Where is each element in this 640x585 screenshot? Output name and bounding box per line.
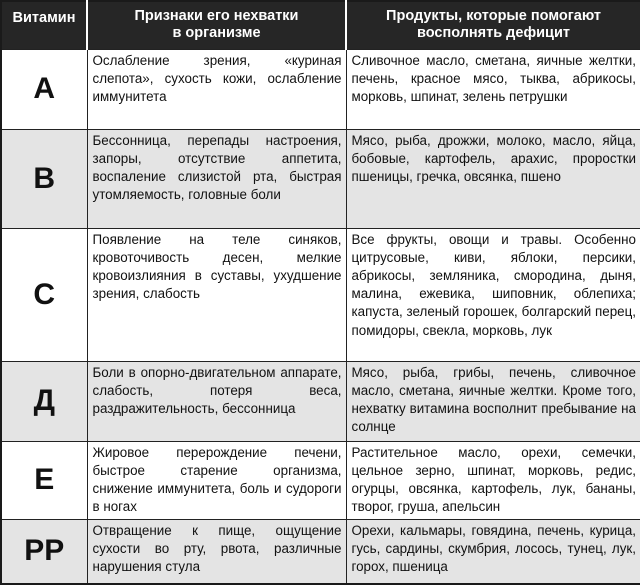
header-foods-line1: Продукты, которые помогают bbox=[386, 8, 601, 25]
deficiency-cell: Ослабление зрения, «куриная слепота», сухость кожи, ослабление иммунитета bbox=[87, 49, 346, 129]
header-foods bbox=[346, 1, 640, 49]
table-row-vitamin-a bbox=[1, 49, 640, 129]
deficiency-cell: Боли в опорно-двигательном аппарате, слабость, потеря веса, раздражительность, бессонница bbox=[87, 361, 346, 441]
foods-cell: Все фрукты, овощи и травы. Особенно цитрусовые, киви, яблоки, персики, абрикосы, земляника, смородина, дыня, малина, ежевика, шиповник, облепиха; капуста, зеленый горошек, болгарский перец, помидоры, свекла, морковь, лук bbox=[346, 228, 640, 361]
table-row-vitamin-e bbox=[1, 441, 640, 519]
deficiency-cell: Отвращение к пище, ощущение сухости во рту, рвота, различные нарушения стула bbox=[87, 519, 346, 584]
header-deficiency-signs bbox=[87, 1, 346, 49]
header-foods-line2: восполнять дефицит bbox=[417, 25, 570, 42]
table-row-vitamin-d bbox=[1, 361, 640, 441]
vitamin-cell: Д bbox=[1, 361, 87, 441]
vitamin-cell: А bbox=[1, 49, 87, 129]
foods-cell: Мясо, рыба, грибы, печень, сливочное масло, сметана, яичные желтки. Кроме того, нехватку витамина восполнит пребывание на солнце bbox=[346, 361, 640, 441]
table-row-vitamin-pp bbox=[1, 519, 640, 584]
table-row-vitamin-c bbox=[1, 228, 640, 361]
vitamin-cell: Е bbox=[1, 441, 87, 519]
foods-cell: Мясо, рыба, дрожжи, молоко, масло, яйца, бобовые, картофель, арахис, проростки пшеницы, гречка, овсянка, пшено bbox=[346, 129, 640, 228]
foods-cell: Орехи, кальмары, говядина, печень, курица, гусь, сардины, скумбрия, лосось, тунец, лук, горох, пшеница bbox=[346, 519, 640, 584]
header-deficiency-line2: в организме bbox=[172, 25, 261, 42]
table-row-vitamin-b bbox=[1, 129, 640, 228]
header-vitamin: Витамин bbox=[1, 1, 87, 49]
table-header-row bbox=[1, 1, 640, 49]
vitamin-cell: С bbox=[1, 228, 87, 361]
foods-cell: Сливочное масло, сметана, яичные желтки, печень, красное мясо, тыква, абрикосы, морковь, шпинат, зелень петрушки bbox=[346, 49, 640, 129]
deficiency-cell: Бессонница, перепады настроения, запоры, отсутствие аппетита, воспаление слизистой рта, быстрая утомляемость, головные боли bbox=[87, 129, 346, 228]
header-deficiency-line1: Признаки его нехватки bbox=[134, 8, 299, 25]
deficiency-cell: Появление на теле синяков, кровоточивость десен, мелкие кровоизлияния в суставы, ухудшение зрения, слабость bbox=[87, 228, 346, 361]
deficiency-cell: Жировое перерождение печени, быстрое старение организма, снижение иммунитета, боль и судороги в ногах bbox=[87, 441, 346, 519]
vitamin-cell: РР bbox=[1, 519, 87, 584]
vitamin-cell: В bbox=[1, 129, 87, 228]
foods-cell: Растительное масло, орехи, семечки, цельное зерно, шпинат, морковь, редис, огурцы, овсянка, картофель, лук, бананы, творог, груша, апельсин bbox=[346, 441, 640, 519]
